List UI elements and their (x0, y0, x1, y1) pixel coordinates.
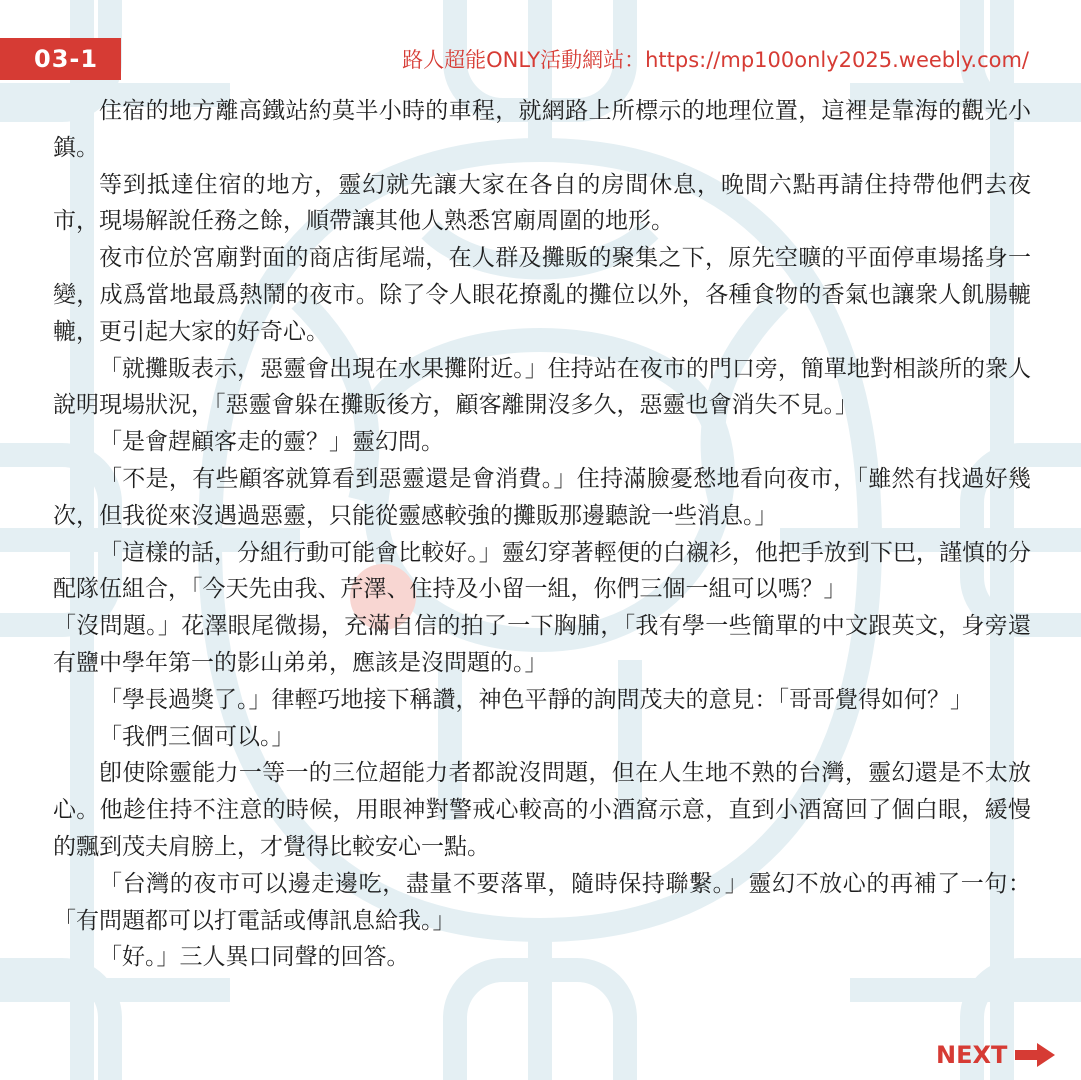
page-number-badge: 03-1 (0, 38, 121, 80)
paragraph: 「好。」三人異口同聲的回答。 (99, 944, 410, 971)
paragraph: 等到抵達住宿的地方，靈幻就先讓大家在各自的房間休息，晚間六點再請住持帶他們去夜市，現場解說任務之餘，順帶讓其他人熟悉宮廟周圍的地形。 (53, 171, 1031, 235)
next-page-button[interactable] (936, 1039, 1055, 1071)
story-body (53, 93, 1031, 976)
paragraph: 卽使除靈能力一等一的三位超能力者都說沒問題，但在人生地不熟的台灣，靈幻還是不太放心。他趁住持不注意的時候，用眼神對警戒心較高的小酒窩示意，直到小酒窩回了個白眼，緩慢的飄到茂夫肩膀上，才覺得比較安心一點。 (53, 760, 1031, 860)
paragraph: 「我們三個可以。」 (99, 723, 295, 750)
paragraph: 「不是，有些顧客就算看到惡靈還是會消費。」住持滿臉憂愁地看向夜市，「雖然有找過好幾次，但我從來沒遇過惡靈，只能從靈感較強的攤販那邊聽說一些消息。」 (53, 465, 1031, 529)
paragraph: 「這樣的話，分組行動可能會比較好。」靈幻穿著輕便的白襯衫，他把手放到下巴，謹慎的分配隊伍組合，「今天先由我、芹澤、住持及小留一組，你們三個一組可以嗎？」 (53, 539, 1031, 603)
event-site-link[interactable]: 路人超能ONLY活動網站：https://mp100only2025.weebly.com/ (402, 48, 1029, 72)
paragraph: 「台灣的夜市可以邊走邊吃，盡量不要落單，隨時保持聯繫。」靈幻不放心的再補了一句：「有問題都可以打電話或傳訊息給我。」 (53, 870, 1031, 934)
paragraph: 「沒問題。」花澤眼尾微揚，充滿自信的拍了一下胸脯，「我有學一些簡單的中文跟英文，身旁還有鹽中學年第一的影山弟弟，應該是沒問題的。」 (53, 613, 1031, 676)
paragraph: 「是會趕顧客走的靈？」靈幻問。 (99, 429, 444, 456)
next-label: NEXT (936, 1041, 1008, 1069)
arrow-right-icon (1015, 1043, 1055, 1067)
paragraph: 住宿的地方離高鐵站約莫半小時的車程，就網路上所標示的地理位置，這裡是靠海的觀光小鎮。 (53, 98, 1031, 161)
paragraph: 「就攤販表示，惡靈會出現在水果攤附近。」住持站在夜市的門口旁，簡單地對相談所的衆人說明現場狀況，「惡靈會躲在攤販後方，顧客離開沒多久，惡靈也會消失不見。」 (53, 355, 1031, 419)
paragraph: 「學長過獎了。」律輕巧地接下稱讚，神色平靜的詢問茂夫的意見：「哥哥覺得如何？」 (99, 686, 973, 713)
paragraph: 夜市位於宮廟對面的商店街尾端，在人群及攤販的聚集之下，原先空曠的平面停車場搖身一變，成爲當地最爲熱鬧的夜市。除了令人眼花撩亂的攤位以外，各種食物的香氣也讓衆人飢腸轆轆，更引起大家的好奇心。 (53, 245, 1031, 345)
